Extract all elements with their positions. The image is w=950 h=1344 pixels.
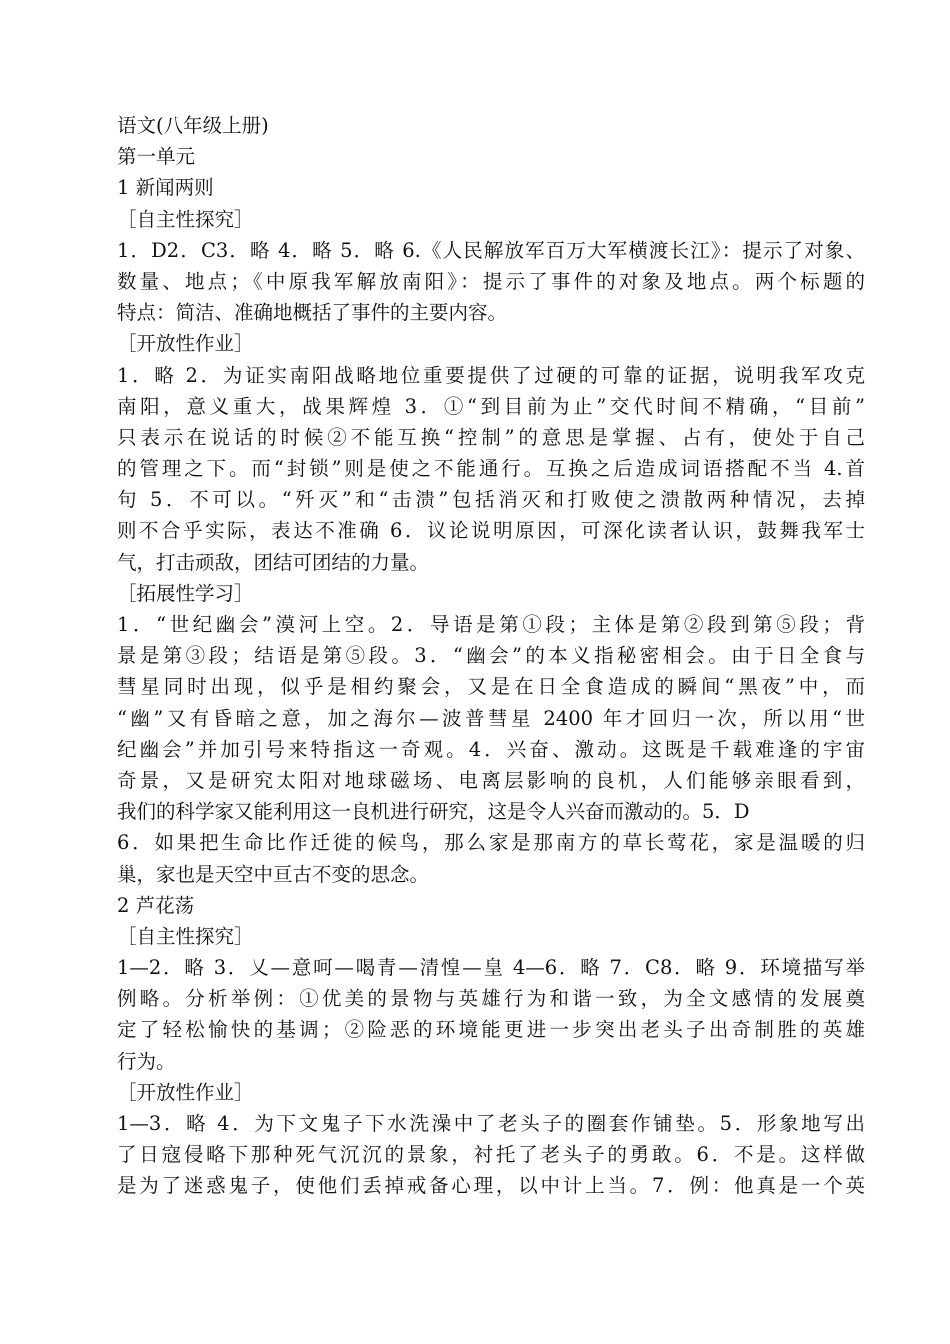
text-line: 我们的科学家又能利用这一良机进行研究，这是令人兴奋而激动的。5．D bbox=[117, 800, 750, 824]
section-heading: ［自主性探究］ bbox=[117, 924, 254, 948]
text-line: 1—3．略 4．为下文鬼子下水洗澡中了老头子的圈套作铺垫。5．形象地写出 bbox=[117, 1112, 865, 1135]
text-line: 行为。 bbox=[117, 1049, 176, 1073]
text-line: 了日寇侵略下那种死气沉沉的景象，衬托了老头子的勇敢。6．不是。这样做 bbox=[117, 1143, 865, 1167]
text-line: 数量、地点；《中原我军解放南阳》：提示了事件的对象及地点。两个标题的 bbox=[117, 269, 865, 293]
text-line: 则不合乎实际，表达不准确 6．议论说明原因，可深化读者认识，鼓舞我军士 bbox=[117, 519, 865, 543]
unit-heading: 第一单元 bbox=[117, 145, 196, 169]
section-heading: ［拓展性学习］ bbox=[117, 581, 254, 605]
text-line: 的管理之下。而“封锁”则是使之不能通行。互换之后造成词语搭配不当 4.首 bbox=[117, 457, 865, 481]
text-line: 例略。分析举例：①优美的景物与英雄行为和谐一致，为全文感情的发展奠 bbox=[117, 987, 865, 1011]
text-line: 纪幽会”并加引号来特指这一奇观。4．兴奋、激动。这既是千载难逢的宇宙 bbox=[117, 737, 865, 761]
text-line: 巢，家也是天空中亘古不变的思念。 bbox=[117, 862, 430, 886]
text-line: 句 5．不可以。“歼灭”和“击溃”包括消灭和打败使之溃散两种情况，去掉 bbox=[117, 488, 865, 512]
section-heading: ［开放性作业］ bbox=[117, 332, 254, 356]
text-line: 彗星同时出现，似乎是相约聚会，又是在日全食造成的瞬间“黑夜”中，而 bbox=[117, 675, 865, 699]
text-line: 1．D2．C3．略 4．略 5．略 6.《人民解放军百万大军横渡长江》：提示了对象、 bbox=[117, 238, 865, 262]
text-line: “幽”又有昏暗之意，加之海尔—波普彗星 2400 年才回归一次，所以用“世 bbox=[117, 706, 865, 730]
text-line: 气，打击顽敌，团结可团结的力量。 bbox=[117, 550, 430, 574]
text-line: 1．“世纪幽会”漠河上空。2．导语是第①段；主体是第②段到第⑤段；背 bbox=[117, 613, 865, 636]
text-line: 南阳，意义重大，战果辉煌 3．①“到目前为止”交代时间不精确，“目前” bbox=[117, 394, 865, 418]
lesson-heading: 2 芦花荡 bbox=[117, 893, 195, 917]
text-line: 定了轻松愉快的基调；②险恶的环境能更进一步突出老头子出奇制胜的英雄 bbox=[117, 1018, 865, 1042]
doc-title: 语文(八年级上册) bbox=[117, 114, 269, 137]
text-line: 6．如果把生命比作迁徙的候鸟，那么家是那南方的草长莺花，家是温暖的归 bbox=[117, 831, 865, 855]
text-line: 景是第③段；结语是第⑤段。3．“幽会”的本义指秘密相会。由于日全食与 bbox=[117, 644, 865, 668]
text-line: 只表示在说话的时候②不能互换“控制”的意思是掌握、占有，使处于自己 bbox=[117, 425, 865, 449]
text-line: 是为了迷惑鬼子，使他们丢掉戒备心理，以中计上当。7．例：他真是一个英 bbox=[117, 1174, 865, 1198]
section-heading: ［开放性作业］ bbox=[117, 1080, 254, 1104]
lesson-heading: 1 新闻两则 bbox=[117, 176, 214, 200]
text-line: 特点：简洁、准确地概括了事件的主要内容。 bbox=[117, 301, 508, 325]
section-heading: ［自主性探究］ bbox=[117, 207, 254, 231]
text-line: 1．略 2．为证实南阳战略地位重要提供了过硬的可靠的证据，说明我军攻克 bbox=[117, 363, 865, 387]
document-body bbox=[117, 110, 865, 1202]
text-line: 1—2．略 3．乂—意呵—喝青—清惶—皇 4—6．略 7．C8．略 9．环境描写举 bbox=[117, 956, 865, 980]
text-line: 奇景，又是研究太阳对地球磁场、电离层影响的良机，人们能够亲眼看到， bbox=[117, 768, 865, 792]
